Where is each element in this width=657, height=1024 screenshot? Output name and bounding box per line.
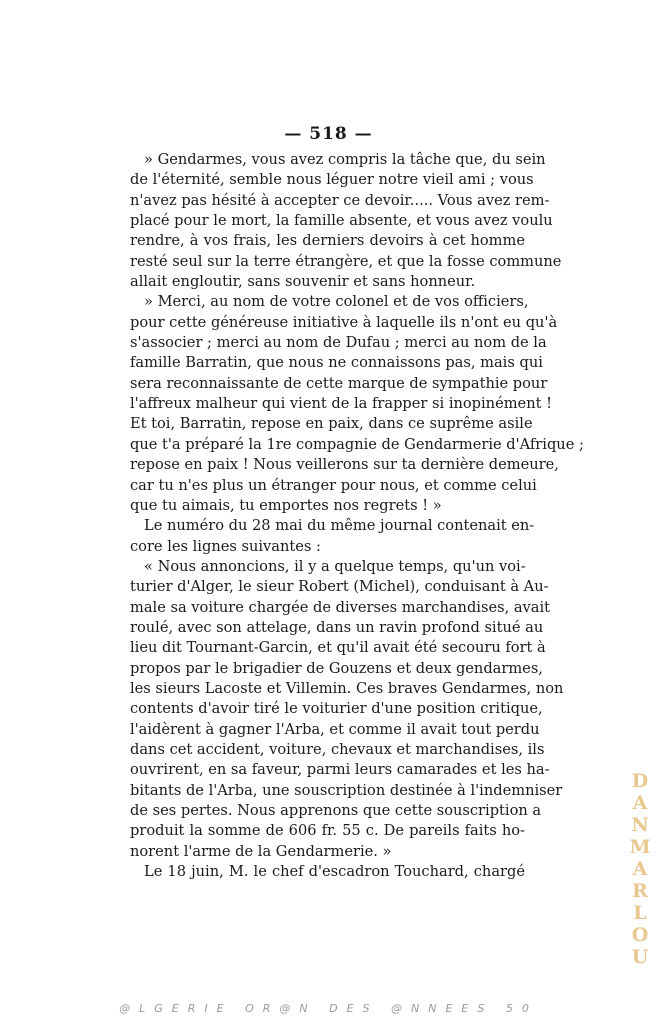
watermark-letter: N <box>631 814 649 836</box>
text-line: que tu aimais, tu emportes nos regrets ! » <box>130 496 442 514</box>
text-line: famille Barratin, que nous ne connaissons pas, mais qui <box>130 354 543 372</box>
text-line: car tu n'es plus un étranger pour nous, et comme celui <box>130 476 537 494</box>
text-line: Le numéro du 28 mai du même journal contenait en- <box>144 517 535 535</box>
text-line: turier d'Alger, le sieur Robert (Michel), conduisant à Au- <box>130 578 549 596</box>
text-line: dans cet accident, voiture, chevaux et marchandises, ils <box>130 740 545 758</box>
text-line: contents d'avoir tiré le voiturier d'une position critique, <box>130 700 543 718</box>
text-line: lieu dit Tournant-Garcin, et qu'il avait été secouru fort à <box>130 639 546 657</box>
watermark-letter: R <box>632 880 648 902</box>
text-line: repose en paix ! Nous veillerons sur ta dernière demeure, <box>130 456 559 474</box>
text-line: les sieurs Lacoste et Villemin. Ces braves Gendarmes, non <box>130 679 564 697</box>
watermark-letter: U <box>631 946 649 968</box>
text-line: pour cette généreuse initiative à laquelle ils n'ont eu qu'à <box>130 313 558 331</box>
text-line: ouvrirent, en sa faveur, parmi leurs camarades et les ha- <box>130 761 550 779</box>
text-line: roulé, avec son attelage, dans un ravin profond situé au <box>130 618 544 636</box>
text-line: de l'éternité, semble nous léguer notre vieil ami ; vous <box>130 171 534 189</box>
watermark-letter: A <box>632 858 648 880</box>
text-line: que t'a préparé la 1re compagnie de Gendarmerie d'Afrique ; <box>130 435 584 453</box>
text-line: s'associer ; merci au nom de Dufau ; merci au nom de la <box>130 334 547 352</box>
text-line: » Merci, au nom de votre colonel et de vos officiers, <box>144 293 529 311</box>
text-line: l'affreux malheur qui vient de la frapper si inopinément ! <box>130 395 552 413</box>
text-line: bitants de l'Arba, une souscription destinée à l'indemniser <box>130 781 563 799</box>
text-line: l'aidèrent à gagner l'Arba, et comme il avait tout perdu <box>130 720 540 738</box>
footer-caption: @LGERIE OR@N DES @NNEES 50 <box>119 1002 538 1015</box>
text-line: Et toi, Barratin, repose en paix, dans ce suprême asile <box>130 415 533 433</box>
text-line: male sa voiture chargée de diverses marchandises, avait <box>130 598 551 616</box>
text-line: propos par le brigadier de Gouzens et deux gendarmes, <box>130 659 543 677</box>
watermark-letter: L <box>633 902 647 924</box>
watermark-letter: A <box>632 792 648 814</box>
text-line: rendre, à vos frais, les derniers devoirs à cet homme <box>130 232 525 250</box>
text-line: sera reconnaissante de cette marque de sympathie pour <box>130 374 548 392</box>
watermark-letter: M <box>629 836 651 858</box>
watermark-letter: O <box>631 924 649 946</box>
text-line: « Nous annoncions, il y a quelque temps, qu'un voi- <box>144 557 526 575</box>
text-line: de ses pertes. Nous apprenons que cette souscription a <box>130 802 542 819</box>
text-line: allait engloutir, sans souvenir et sans honneur. <box>130 273 476 291</box>
text-line: norent l'arme de la Gendarmerie. » <box>130 842 392 860</box>
page-number: — 518 — <box>284 124 373 144</box>
watermark-danmarlou <box>620 770 657 990</box>
text-line: resté seul sur la terre étrangère, et que la fosse commune <box>130 252 562 270</box>
body-text <box>130 150 584 882</box>
text-line: produit la somme de 606 fr. 55 c. De pareils faits ho- <box>130 822 525 840</box>
watermark-letter: D <box>631 770 649 792</box>
text-line: n'avez pas hésité à accepter ce devoir..... Vous avez rem- <box>130 191 550 209</box>
text-line: » Gendarmes, vous avez compris la tâche que, du sein <box>144 151 546 168</box>
text-line: core les lignes suivantes : <box>130 537 321 555</box>
text-line: Le 18 juin, M. le chef d'escadron Touchard, chargé <box>144 863 525 881</box>
text-line: placé pour le mort, la famille absente, et vous avez voulu <box>130 212 553 230</box>
